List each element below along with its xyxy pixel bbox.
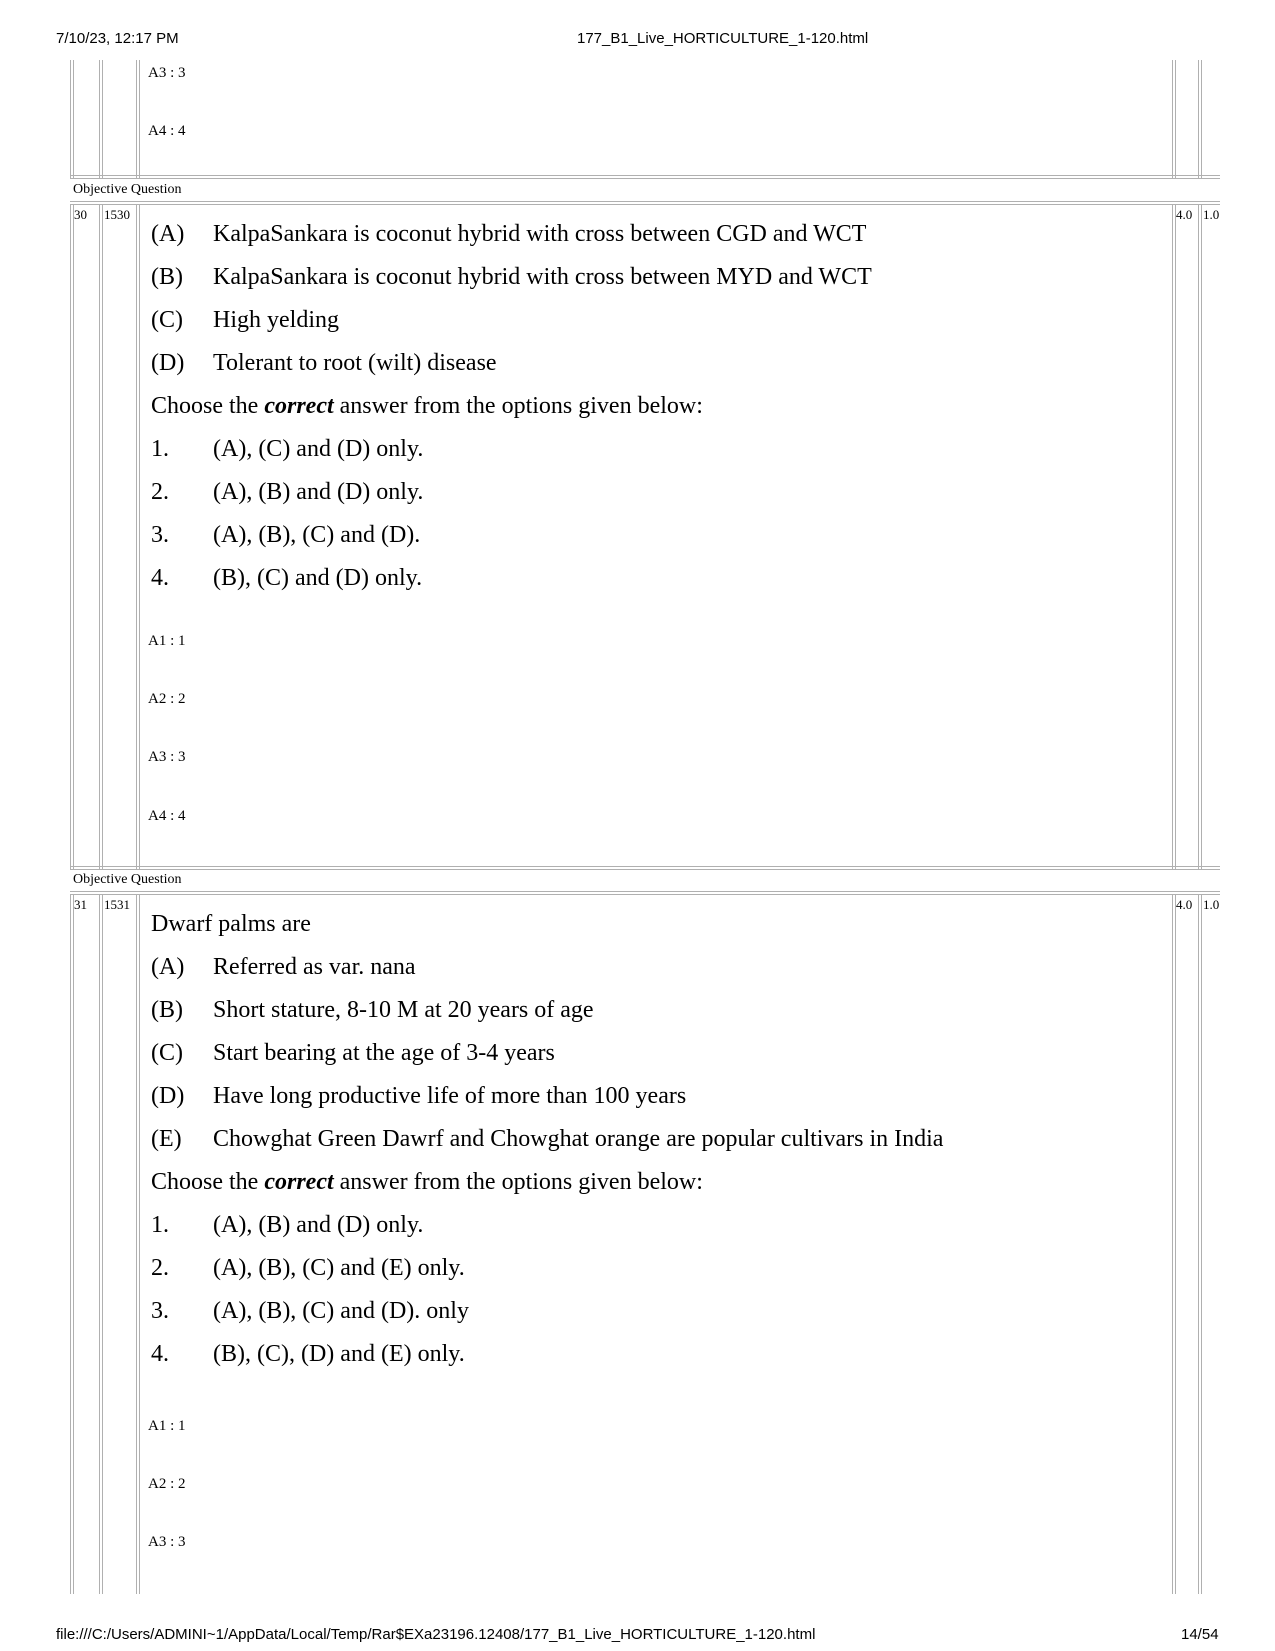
statement-text: Short stature, 8-10 M at 20 years of age bbox=[213, 997, 594, 1023]
negative-marks-value: 1.0 bbox=[1203, 207, 1220, 222]
instruction-text: Choose the correct answer from the options given below: bbox=[151, 1169, 703, 1195]
serial-number: 31 bbox=[74, 897, 87, 912]
option-number: 4. bbox=[151, 1341, 169, 1367]
option-number: 4. bbox=[151, 565, 169, 591]
option-number: 1. bbox=[151, 436, 169, 462]
statement-label: (D) bbox=[151, 1083, 185, 1109]
option-number: 1. bbox=[151, 1212, 169, 1238]
option-text: (A), (B), (C) and (D). bbox=[213, 522, 421, 548]
statement-text: Referred as var. nana bbox=[213, 954, 416, 980]
section-label: Objective Question bbox=[73, 182, 182, 197]
statement-label: (C) bbox=[151, 307, 183, 333]
option-text: (A), (B) and (D) only. bbox=[213, 479, 424, 505]
answer-option: A1 : 1 bbox=[148, 633, 186, 649]
statement-label: (C) bbox=[151, 1040, 183, 1066]
option-number: 3. bbox=[151, 522, 169, 548]
statement-text: Start bearing at the age of 3-4 years bbox=[213, 1040, 555, 1066]
option-text: (B), (C) and (D) only. bbox=[213, 565, 423, 591]
option-number: 2. bbox=[151, 1255, 169, 1281]
question-stem: Dwarf palms are bbox=[151, 911, 311, 937]
statement-text: KalpaSankara is coconut hybrid with cross between CGD and WCT bbox=[213, 221, 867, 247]
option-text: (A), (B), (C) and (E) only. bbox=[213, 1255, 465, 1281]
file-path: file:///C:/Users/ADMINI~1/AppData/Local/Temp/Rar$EXa23196.12408/177_B1_Live_HORTICULTURE_1-120.html bbox=[56, 1626, 816, 1643]
option-text: (B), (C), (D) and (E) only. bbox=[213, 1341, 465, 1367]
option-text: (A), (C) and (D) only. bbox=[213, 436, 424, 462]
answer-option: A2 : 2 bbox=[148, 1476, 186, 1492]
question-id: 1531 bbox=[104, 897, 130, 912]
option-number: 3. bbox=[151, 1298, 169, 1324]
statement-label: (A) bbox=[151, 954, 185, 980]
page-number: 14/54 bbox=[1181, 1626, 1219, 1643]
answer-option: A2 : 2 bbox=[148, 691, 186, 707]
option-text: (A), (B), (C) and (D). only bbox=[213, 1298, 469, 1324]
answer-option: A3 : 3 bbox=[148, 1534, 186, 1550]
answer-option: A1 : 1 bbox=[148, 1418, 186, 1434]
statement-text: Tolerant to root (wilt) disease bbox=[213, 350, 497, 376]
answer-option: A3 : 3 bbox=[148, 749, 186, 765]
print-datetime: 7/10/23, 12:17 PM bbox=[56, 30, 179, 47]
option-number: 2. bbox=[151, 479, 169, 505]
negative-marks-value: 1.0 bbox=[1203, 897, 1220, 912]
statement-text: Have long productive life of more than 100 years bbox=[213, 1083, 687, 1109]
section-label: Objective Question bbox=[73, 872, 182, 887]
answer-option: A3 : 3 bbox=[148, 65, 186, 81]
statement-label: (B) bbox=[151, 264, 183, 290]
answer-option: A4 : 4 bbox=[148, 808, 186, 824]
statement-text: KalpaSankara is coconut hybrid with cross between MYD and WCT bbox=[213, 264, 872, 290]
document-title: 177_B1_Live_HORTICULTURE_1-120.html bbox=[577, 30, 869, 47]
statement-label: (A) bbox=[151, 221, 185, 247]
serial-number: 30 bbox=[74, 207, 87, 222]
statement-label: (D) bbox=[151, 350, 185, 376]
statement-label: (E) bbox=[151, 1126, 182, 1152]
answer-option: A4 : 4 bbox=[148, 123, 186, 139]
instruction-text: Choose the correct answer from the options given below: bbox=[151, 393, 703, 419]
option-text: (A), (B) and (D) only. bbox=[213, 1212, 424, 1238]
statement-label: (B) bbox=[151, 997, 183, 1023]
statement-text: High yelding bbox=[213, 307, 339, 333]
statement-text: Chowghat Green Dawrf and Chowghat orange are popular cultivars in India bbox=[213, 1126, 944, 1152]
marks-value: 4.0 bbox=[1176, 897, 1193, 912]
question-id: 1530 bbox=[104, 207, 130, 222]
marks-value: 4.0 bbox=[1176, 207, 1193, 222]
